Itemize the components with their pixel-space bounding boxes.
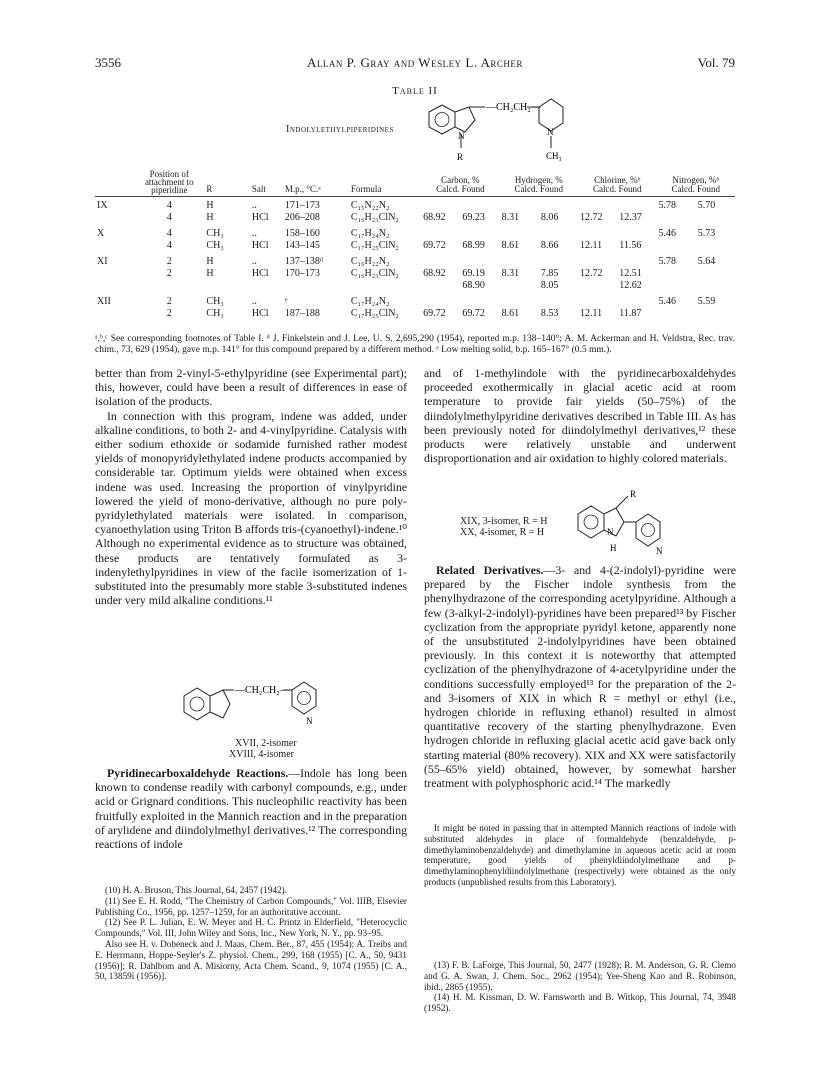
r-label: R (457, 152, 464, 162)
table-cell-c-found (460, 252, 499, 268)
caption-xix: XIX, 3-isomer, R = H (460, 516, 548, 527)
table-cell-cl-calc: 12.72 (580, 268, 603, 279)
table-cell-mp: 171–173 (284, 200, 320, 211)
table-cell-compound (95, 212, 134, 224)
piperidine-n: N (547, 127, 554, 137)
table-cell-cl-calc (578, 224, 617, 240)
right-column-text-2 (424, 563, 736, 790)
running-header (95, 55, 735, 75)
table-cell-cl-calc: 12.72 (580, 212, 603, 223)
table-cell-c-calc (421, 252, 460, 268)
table-cell-mp: 187–188 (284, 308, 320, 319)
indole-n: N (458, 131, 465, 141)
table-cell-cl-found (617, 197, 656, 213)
table-cell-c-found (460, 197, 499, 213)
table-cell-c-calc (421, 292, 460, 308)
table-cell-h-calc: 8.31 (501, 212, 520, 223)
table-cell-position (134, 280, 204, 292)
table-cell-mp: 170–173 (284, 268, 320, 279)
table-cell-cl-found (617, 252, 656, 268)
table-cell-c-found: 68.90 (462, 280, 485, 291)
table-row (95, 212, 735, 224)
table-row (95, 252, 735, 268)
table-title: Table II (392, 85, 438, 97)
right-paragraph-2 (424, 563, 736, 790)
table-cell-n-calc (656, 212, 695, 224)
table-name: Indolylethylpiperidines (286, 124, 394, 135)
table-row (95, 280, 735, 292)
table-cell-compound: IX (97, 200, 108, 211)
table-cell-salt: .. (251, 228, 257, 239)
table-cell-c-found: 69.19 (462, 268, 485, 279)
table-cell-n-found (696, 240, 735, 252)
table-cell-c-found: 69.23 (462, 212, 485, 223)
table-cell-h-calc (500, 197, 539, 213)
table-cell-position: 4 (166, 212, 172, 223)
left-structure-n: N (306, 716, 313, 726)
table-cell-n-calc (656, 268, 695, 280)
table-cell-compound: XII (97, 296, 111, 307)
col-nitrogen (656, 170, 735, 197)
table-cell-n-calc: 5.78 (658, 256, 676, 267)
indolylethylpiperidine-structure (415, 96, 575, 178)
table-cell-h-calc (500, 292, 539, 308)
table-cell-r: H (206, 268, 214, 279)
left-column-text (95, 366, 407, 607)
table-cell-n-found: 5.64 (697, 256, 716, 267)
table-cell-c-calc: 69.72 (423, 308, 446, 319)
col-mp: M.p., °C.ᵃ (283, 170, 349, 197)
table-cell-compound: X (97, 228, 105, 239)
table-cell-r: CH₃ (206, 240, 224, 251)
right-column-text (424, 366, 736, 465)
table-cell-formula: C₁₇H₂₄N₂ (350, 296, 390, 307)
table-cell-formula: C₁₇H₂₅ClN₂ (350, 308, 399, 319)
col-hydrogen-calcd: Calcd. (514, 184, 538, 194)
table-cell-cl-found: 11.56 (619, 240, 642, 251)
table-cell-mp: 137–138ᵈ (284, 256, 323, 267)
col-salt: Salt (250, 170, 283, 197)
table-cell-c-calc (421, 197, 460, 213)
table-row (95, 268, 735, 280)
right-structure-n-pyridine: N (656, 546, 663, 556)
left-column-text-2 (95, 766, 407, 851)
running-title: Allan P. Gray and Wesley L. Archer (307, 55, 523, 70)
table-cell-position: 2 (166, 296, 172, 307)
related-derivatives-heading: Related Derivatives. (436, 563, 544, 577)
table-cell-h-calc (500, 252, 539, 268)
table-cell-h-calc: 8.31 (501, 268, 520, 279)
table-cell-mp: 143–145 (284, 240, 320, 251)
left-paragraph-3 (95, 766, 407, 851)
table-cell-cl-calc: 12.11 (580, 308, 603, 319)
left-paragraph-3-body: —Indole has long been known to condense readily with carbonyl compounds, e.g., under acid or Grignard conditions. This nucleophilic reactivity has been fruitfully exploited in the Mannich reaction and in the preparation of arylidene and diindolylmethyl derivatives.¹² The corresponding reactions of indole (95, 766, 408, 852)
table-row (95, 308, 735, 320)
table-row (95, 292, 735, 308)
table-cell-c-calc: 69.72 (423, 240, 446, 251)
right-structure-h: H (610, 543, 617, 553)
data-table (95, 170, 735, 320)
table-cell-h-found (539, 224, 578, 240)
volume-label: Vol. 79 (697, 55, 735, 70)
table-cell-h-found: 7.85 (540, 268, 559, 279)
chain-label: —CH₂CH₂— (486, 102, 541, 113)
col-r: R (204, 170, 249, 197)
left-footnotes (95, 885, 407, 982)
table-cell-compound (95, 308, 134, 320)
table-cell-n-found: 5.59 (697, 296, 716, 307)
mannich-note: It might be noted in passing that in attempted Mannich reactions of indole with substituted aldehydes in place of formaldehyde (benzaldehyde, p-dimethylaminobenzaldehyde) and dimethylamine in aqueous acetic acid at room temperature, good yields of phenyldiindolylmethane and p-dimethylaminophenyldiindolylmethane (respectively) were obtained as the only products (unpublished results from this Laboratory). (424, 823, 736, 887)
right-footnote-paragraph (424, 823, 736, 888)
table-cell-cl-found: 12.62 (619, 280, 642, 291)
col-nitrogen-calcd: Calcd. (671, 184, 695, 194)
table-cell-h-calc (500, 224, 539, 240)
indolylpyridine-structure (570, 488, 690, 560)
col-chlorine-found: Found (618, 184, 642, 194)
left-paragraph-2: In connection with this program, indene was added, under alkaline conditions, to both 2- and 4-vinylpyridine. Catalysis with either sodium ethoxide or sodamide furnished rather modest yields of monopyridylethylated indene products accompanied by considerable tar. Optimum yields were obtained when excess indene was used. Increasing the proportion of vinylpyridine lowered the yield of mono-derivative, although no pure poly-pyridylethylated materials were isolated. In comparison, cyanoethylation using Triton B affords tris-(cyanoethyl)-indene.¹⁰ Although no experimental evidence as to structure was obtained, these products are tentatively formulated as 3-indenylethylpyridines in view of the facile isomerization of 1-substituted into the presumably more stable 3-substituted indenes under very mild alkaline conditions.¹¹ (95, 408, 407, 608)
col-formula: Formula (349, 170, 421, 197)
table-cell-compound: XI (97, 256, 108, 267)
table-cell-cl-found: 12.37 (619, 212, 642, 223)
table-cell-n-found (696, 212, 735, 224)
table-cell-n-found: 5.73 (697, 228, 716, 239)
table-cell-r: H (206, 212, 214, 223)
footnote-14: (14) H. M. Kissman, D. W. Farnsworth and B. Witkop, This Journal, 74, 3948 (1952). (424, 992, 736, 1014)
table-cell-salt: .. (251, 256, 257, 267)
table-cell-c-found (460, 224, 499, 240)
table-cell-n-calc: 5.78 (658, 200, 676, 211)
table-cell-salt: .. (251, 296, 257, 307)
table-cell-salt: HCl (251, 212, 269, 223)
table-cell-r: H (206, 256, 214, 267)
table-cell-h-calc (500, 280, 539, 292)
table-cell-position: 4 (166, 228, 172, 239)
footnote-12-also: Also see H. v. Dobeneck and J. Maas, Chem. Ber., 87, 455 (1954); A. Treibs and E. Herrmann, Hoppe-Seyler's Z. physiol. Chem., 299, 168 (1955) [C. A., 50, 9431 (1956)]; R. Dahlbom and A. Misiorny, Acta Chem. Scand., 9, 1074 (1955) [C. A., 50, 13859i (1956)]. (95, 938, 407, 982)
footnote-10: (10) H. A. Bruson, This Journal, 64, 2457 (1942). (105, 885, 288, 895)
table-cell-c-calc: 68.92 (423, 212, 446, 223)
table-cell-formula: C₁₆H₂₂N₂ (350, 256, 390, 267)
methyl-label: CH₃ (546, 151, 562, 161)
table-cell-h-found (539, 252, 578, 268)
table-cell-h-found: 8.66 (540, 240, 559, 251)
col-chlorine-label: Chlorine, %ᵇ (594, 175, 641, 185)
table-cell-formula: C₁₇H₂₄N₂ (350, 228, 390, 239)
table-cell-r (204, 280, 249, 292)
table-cell-mp: 206–208 (284, 212, 320, 223)
table-cell-formula: C₁₅N₂₂N₂ (350, 200, 390, 211)
table-cell-formula: C₁₇H₂₅ClN₂ (350, 240, 399, 251)
col-hydrogen (500, 170, 578, 197)
table-cell-cl-calc (578, 280, 617, 292)
page-number: 3556 (95, 55, 121, 70)
table-cell-n-calc: 5.46 (658, 296, 676, 307)
right-footnotes (424, 960, 736, 1014)
col-chlorine (578, 170, 656, 197)
table-cell-salt: .. (251, 200, 257, 211)
table-cell-c-found: 69.72 (462, 308, 485, 319)
table-cell-c-found: 68.99 (462, 240, 485, 251)
table-cell-c-calc: 68.92 (423, 268, 446, 279)
table-cell-formula: C₁₆H₂₃ClN₂ (350, 268, 399, 279)
table-cell-cl-calc (578, 252, 617, 268)
left-structure-chain: —CH₂CH₂— (235, 685, 290, 696)
table-cell-compound (95, 268, 134, 280)
table-cell-r: CH₃ (206, 228, 224, 239)
table-cell-cl-found: 11.87 (619, 308, 642, 319)
table-cell-n-found (696, 308, 735, 320)
table-cell-salt: HCl (251, 308, 269, 319)
table-cell-h-found: 8.53 (540, 308, 559, 319)
table-body (95, 197, 735, 321)
table-cell-position: 2 (166, 308, 172, 319)
table-header-row (95, 170, 735, 197)
col-nitrogen-label: Nitrogen, %ᵇ (672, 175, 720, 185)
col-nitrogen-found: Found (696, 184, 720, 194)
table-cell-formula: C₁₆H₂₃ClN₂ (350, 212, 399, 223)
table-cell-c-calc (421, 224, 460, 240)
table-cell-cl-calc (578, 197, 617, 213)
table-cell-compound (95, 280, 134, 292)
table-cell-h-found (539, 197, 578, 213)
table-cell-position: 2 (166, 256, 172, 267)
caption-xvii: XVII, 2-isomer (235, 738, 297, 749)
right-structure-r: R (630, 489, 637, 499)
left-paragraph-1: better than from 2-vinyl-5-ethylpyridine (see Experimental part); this, however, could have been a result of differences in ease of isolation of the products. (95, 366, 407, 409)
table-cell-n-calc: 5.46 (658, 228, 676, 239)
table-cell-r: CH₃ (206, 308, 224, 319)
col-carbon-label: Carbon, % (441, 175, 480, 185)
table-cell-r: H (206, 200, 214, 211)
table-cell-position: 2 (166, 268, 172, 279)
table-cell-n-found (696, 268, 735, 280)
table-cell-cl-found: 12.51 (619, 268, 642, 279)
table-cell-h-calc: 8.61 (501, 240, 520, 251)
table-footnotes: ᵃ,ᵇ,ᶜ See corresponding footnotes of Table I. ᵈ J. Finkelstein and J. Lee, U. S. 2,695,290 (1954), reported m.p. 138–140°; A. M. Ackerman and H. Veldstra, Rec. trav. chim., 73, 629 (1954), gave m.p. 141° for this compound prepared by a different method. ᵉ Low melting solid, b.p. 165–167° (0.5 mm.). (95, 334, 735, 355)
table-cell-n-calc (656, 280, 695, 292)
col-carbon-calcd: Calcd. (436, 184, 460, 194)
table-cell-h-calc: 8.61 (501, 308, 520, 319)
table-cell-position: 4 (166, 200, 172, 211)
table-cell-n-found (696, 280, 735, 292)
table-cell-cl-found (617, 224, 656, 240)
col-chlorine-calcd: Calcd. (592, 184, 617, 194)
table-cell-mp: ᵉ (284, 296, 288, 307)
table-cell-r: CH₃ (206, 296, 224, 307)
col-carbon (421, 170, 499, 197)
table-cell-n-calc (656, 240, 695, 252)
table-cell-mp (283, 280, 349, 292)
col-carbon-found: Found (461, 184, 485, 194)
caption-xx: XX, 4-isomer, R = H (460, 527, 545, 538)
table-cell-formula (349, 280, 421, 292)
table-row (95, 240, 735, 252)
table-cell-salt: HCl (251, 268, 269, 279)
col-hydrogen-label: Hydrogen, % (514, 175, 563, 185)
table-cell-compound (95, 240, 134, 252)
table-cell-h-found (539, 292, 578, 308)
caption-xviii: XVIII, 4-isomer (229, 749, 294, 760)
table-cell-n-calc (656, 308, 695, 320)
col-hydrogen-found: Found (540, 184, 564, 194)
table-cell-n-found: 5.70 (697, 200, 716, 211)
table-cell-cl-calc: 12.11 (580, 240, 603, 251)
right-paragraph-1: and of 1-methylindole with the pyridinecarboxaldehydes proceeded exothermically in glacial acetic acid at room temperature to provide fair yields (50–75%) of the diindolylmethylpyridine derivatives described in Table III. As has been previously noted for diindolylmethyl derivatives,¹² these products were relatively unstable and underwent disproportionation and air oxidation to highly colored materials. (424, 366, 736, 466)
table-cell-salt (250, 280, 283, 292)
table-cell-cl-found (617, 292, 656, 308)
footnote-11: (11) See E. H. Rodd, "The Chemistry of Carbon Compounds," Vol. IIIB, Elsevier Publishing Co., 1956, pp. 1257–1259, for an authoritative account. (95, 895, 407, 917)
col-position: Position of attachment to piperidine (134, 170, 204, 197)
footnote-13: (13) F. B. LaForge, This Journal, 50, 2477 (1928); R. M. Anderson, G. R. Clemo and G. A. Swan, J. Chem. Soc., 2962 (1954); Yee-Sheng Kao and R. Robinson, ibid., 2865 (1955). (424, 960, 736, 992)
table-cell-h-found: 8.05 (540, 280, 559, 291)
table-cell-mp: 158–160 (284, 228, 320, 239)
table-cell-h-found: 8.06 (540, 212, 559, 223)
right-structure-n-indole: N (607, 527, 614, 537)
table-cell-c-found (460, 292, 499, 308)
table-cell-position: 4 (166, 240, 172, 251)
table-cell-cl-calc (578, 292, 617, 308)
table-row (95, 197, 735, 213)
pyridinecarboxaldehyde-heading: Pyridinecarboxaldehyde Reactions. (107, 766, 289, 780)
table-row (95, 224, 735, 240)
table-cell-salt: HCl (251, 240, 269, 251)
right-paragraph-2-body: —3- and 4-(2-indolyl)-pyridine were prepared by the Fischer indole synthesis from the phenylhydrazone of the corresponding acetylpyridine. Although a few (3-alkyl-2-indolyl)-pyridines have been prepared¹³ by Fischer cyclization from the appropriate pyridyl ketone, apparently none of the unsubstituted 2-indolylpyridines have been obtained previously. In this context it is noteworthy that attempted cyclization of the phenylhydrazone of 4-acetylpyridine under the conditions successfully employed¹³ for the preparation of the 2- and 3-isomers of XIX in which R = methyl or ethyl (i.e., hydrogen chloride in refluxing ethanol) resulted in almost quantitative recovery of the starting phenylhydrazone. Even hydrogen chloride in refluxing glacial acetic acid gave back only starting material (80% recovery). XIX and XX were satisfactorily (55–65% yield) obtained, however, by somewhat harsher treatment with polyphosphoric acid.¹⁴ The markedly (424, 563, 736, 791)
table-cell-c-calc (421, 280, 460, 292)
footnote-12: (12) See P. L. Julian, E. W. Meyer and H. C. Printz in Elderfield, "Heterocyclic Compounds," Vol. III, John Wiley and Sons, Inc., New York, N. Y., pp. 93–95. (95, 917, 407, 939)
